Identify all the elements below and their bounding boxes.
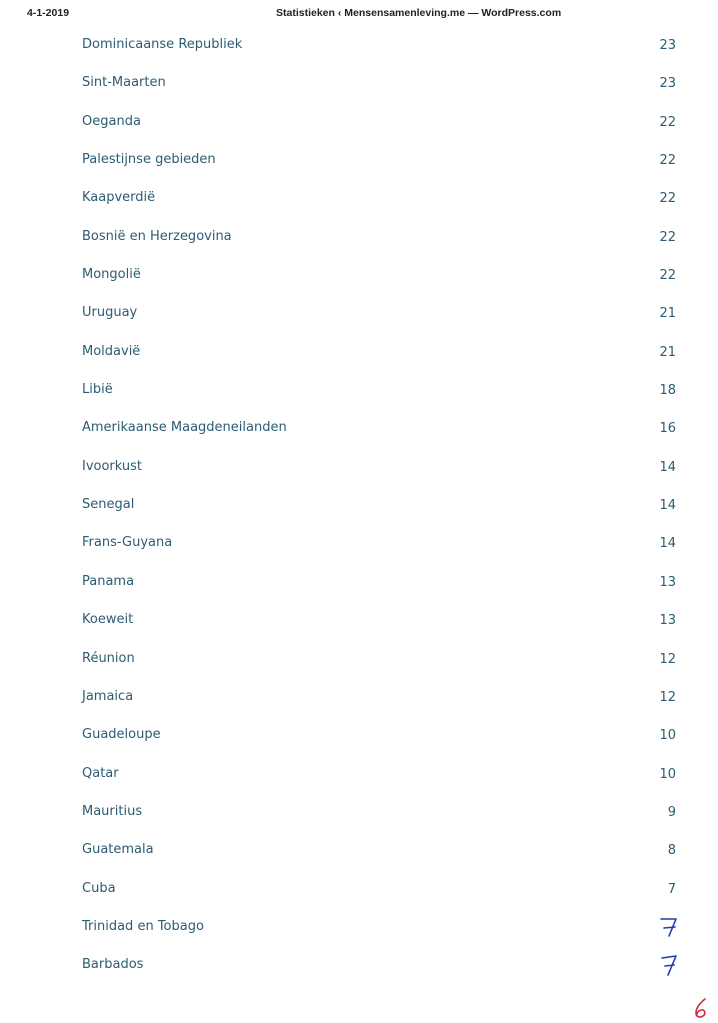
table-row — [0, 870, 718, 908]
table-row — [0, 831, 718, 869]
country-name[interactable]: Sint-Maarten — [82, 75, 166, 91]
view-count: 16 — [659, 421, 676, 437]
table-row — [0, 294, 718, 332]
table-row — [0, 524, 718, 562]
country-name[interactable]: Trinidad en Tobago — [82, 918, 204, 934]
handwritten-seven-barbados — [658, 952, 680, 978]
view-count: 10 — [659, 728, 676, 744]
country-name[interactable]: Oeganda — [82, 113, 141, 129]
view-count: 21 — [659, 344, 676, 360]
table-row — [0, 678, 718, 716]
view-count: 23 — [659, 38, 676, 53]
country-name[interactable]: Uruguay — [82, 305, 138, 321]
country-name[interactable]: Senegal — [82, 497, 135, 513]
table-row — [0, 103, 718, 141]
view-count: 13 — [659, 613, 676, 629]
view-count: 14 — [659, 459, 676, 475]
country-name[interactable]: Réunion — [82, 650, 135, 666]
view-count: 9 — [667, 804, 676, 820]
table-row — [0, 755, 718, 793]
view-count: 22 — [659, 191, 676, 207]
view-count: 21 — [659, 306, 676, 322]
country-name[interactable]: Barbados — [82, 957, 144, 973]
table-row — [0, 179, 718, 217]
view-count: 23 — [659, 76, 676, 92]
country-views-list — [0, 26, 718, 985]
print-page-title: Statistieken ‹ Mensensamenleving.me — WordPress.com — [276, 7, 562, 19]
country-name[interactable]: Bosnië en Herzegovina — [82, 228, 232, 244]
country-name[interactable]: Koeweit — [82, 612, 134, 628]
country-name[interactable]: Jamaica — [82, 688, 134, 704]
table-row — [0, 640, 718, 678]
country-name[interactable]: Mongolië — [82, 267, 141, 283]
table-row — [0, 26, 718, 64]
table-row — [0, 601, 718, 639]
country-name[interactable]: Amerikaanse Maagdeneilanden — [82, 420, 287, 436]
table-row — [0, 64, 718, 102]
view-count: 10 — [659, 766, 676, 782]
country-name[interactable]: Frans-Guyana — [82, 535, 173, 551]
country-name[interactable]: Mauritius — [82, 803, 143, 819]
view-count: 18 — [659, 383, 676, 399]
view-count: 22 — [659, 268, 676, 284]
view-count: 13 — [659, 574, 676, 590]
handwritten-seven-trinidad — [658, 914, 680, 940]
handwritten-page-number — [692, 996, 712, 1020]
table-row — [0, 218, 718, 256]
table-row — [0, 486, 718, 524]
print-date: 4-1-2019 — [27, 7, 70, 19]
country-name[interactable]: Guatemala — [82, 842, 154, 858]
country-name[interactable]: Panama — [82, 573, 135, 589]
country-name[interactable]: Guadeloupe — [82, 727, 161, 743]
table-row — [0, 333, 718, 371]
view-count: 8 — [667, 843, 676, 859]
country-name[interactable]: Ivoorkust — [82, 458, 143, 474]
view-count: 7 — [667, 881, 676, 897]
country-name[interactable]: Palestijnse gebieden — [82, 152, 216, 168]
country-name[interactable]: Libië — [82, 382, 113, 398]
country-name[interactable]: Qatar — [82, 765, 119, 781]
table-row — [0, 793, 718, 831]
view-count: 14 — [659, 536, 676, 552]
country-name[interactable]: Dominicaanse Republiek — [82, 37, 243, 52]
country-name[interactable]: Moldavië — [82, 343, 141, 359]
view-count: 12 — [659, 651, 676, 667]
table-row — [0, 256, 718, 294]
view-count: 12 — [659, 689, 676, 705]
table-row — [0, 448, 718, 486]
view-count: 22 — [659, 114, 676, 130]
table-row — [0, 371, 718, 409]
country-name[interactable]: Cuba — [82, 880, 116, 896]
view-count: 22 — [659, 229, 676, 245]
table-row — [0, 563, 718, 601]
view-count: 14 — [659, 498, 676, 514]
table-row — [0, 946, 718, 984]
table-row — [0, 409, 718, 447]
table-row — [0, 141, 718, 179]
view-count: 22 — [659, 153, 676, 169]
country-name[interactable]: Kaapverdië — [82, 190, 156, 206]
table-row — [0, 908, 718, 946]
table-row — [0, 716, 718, 754]
